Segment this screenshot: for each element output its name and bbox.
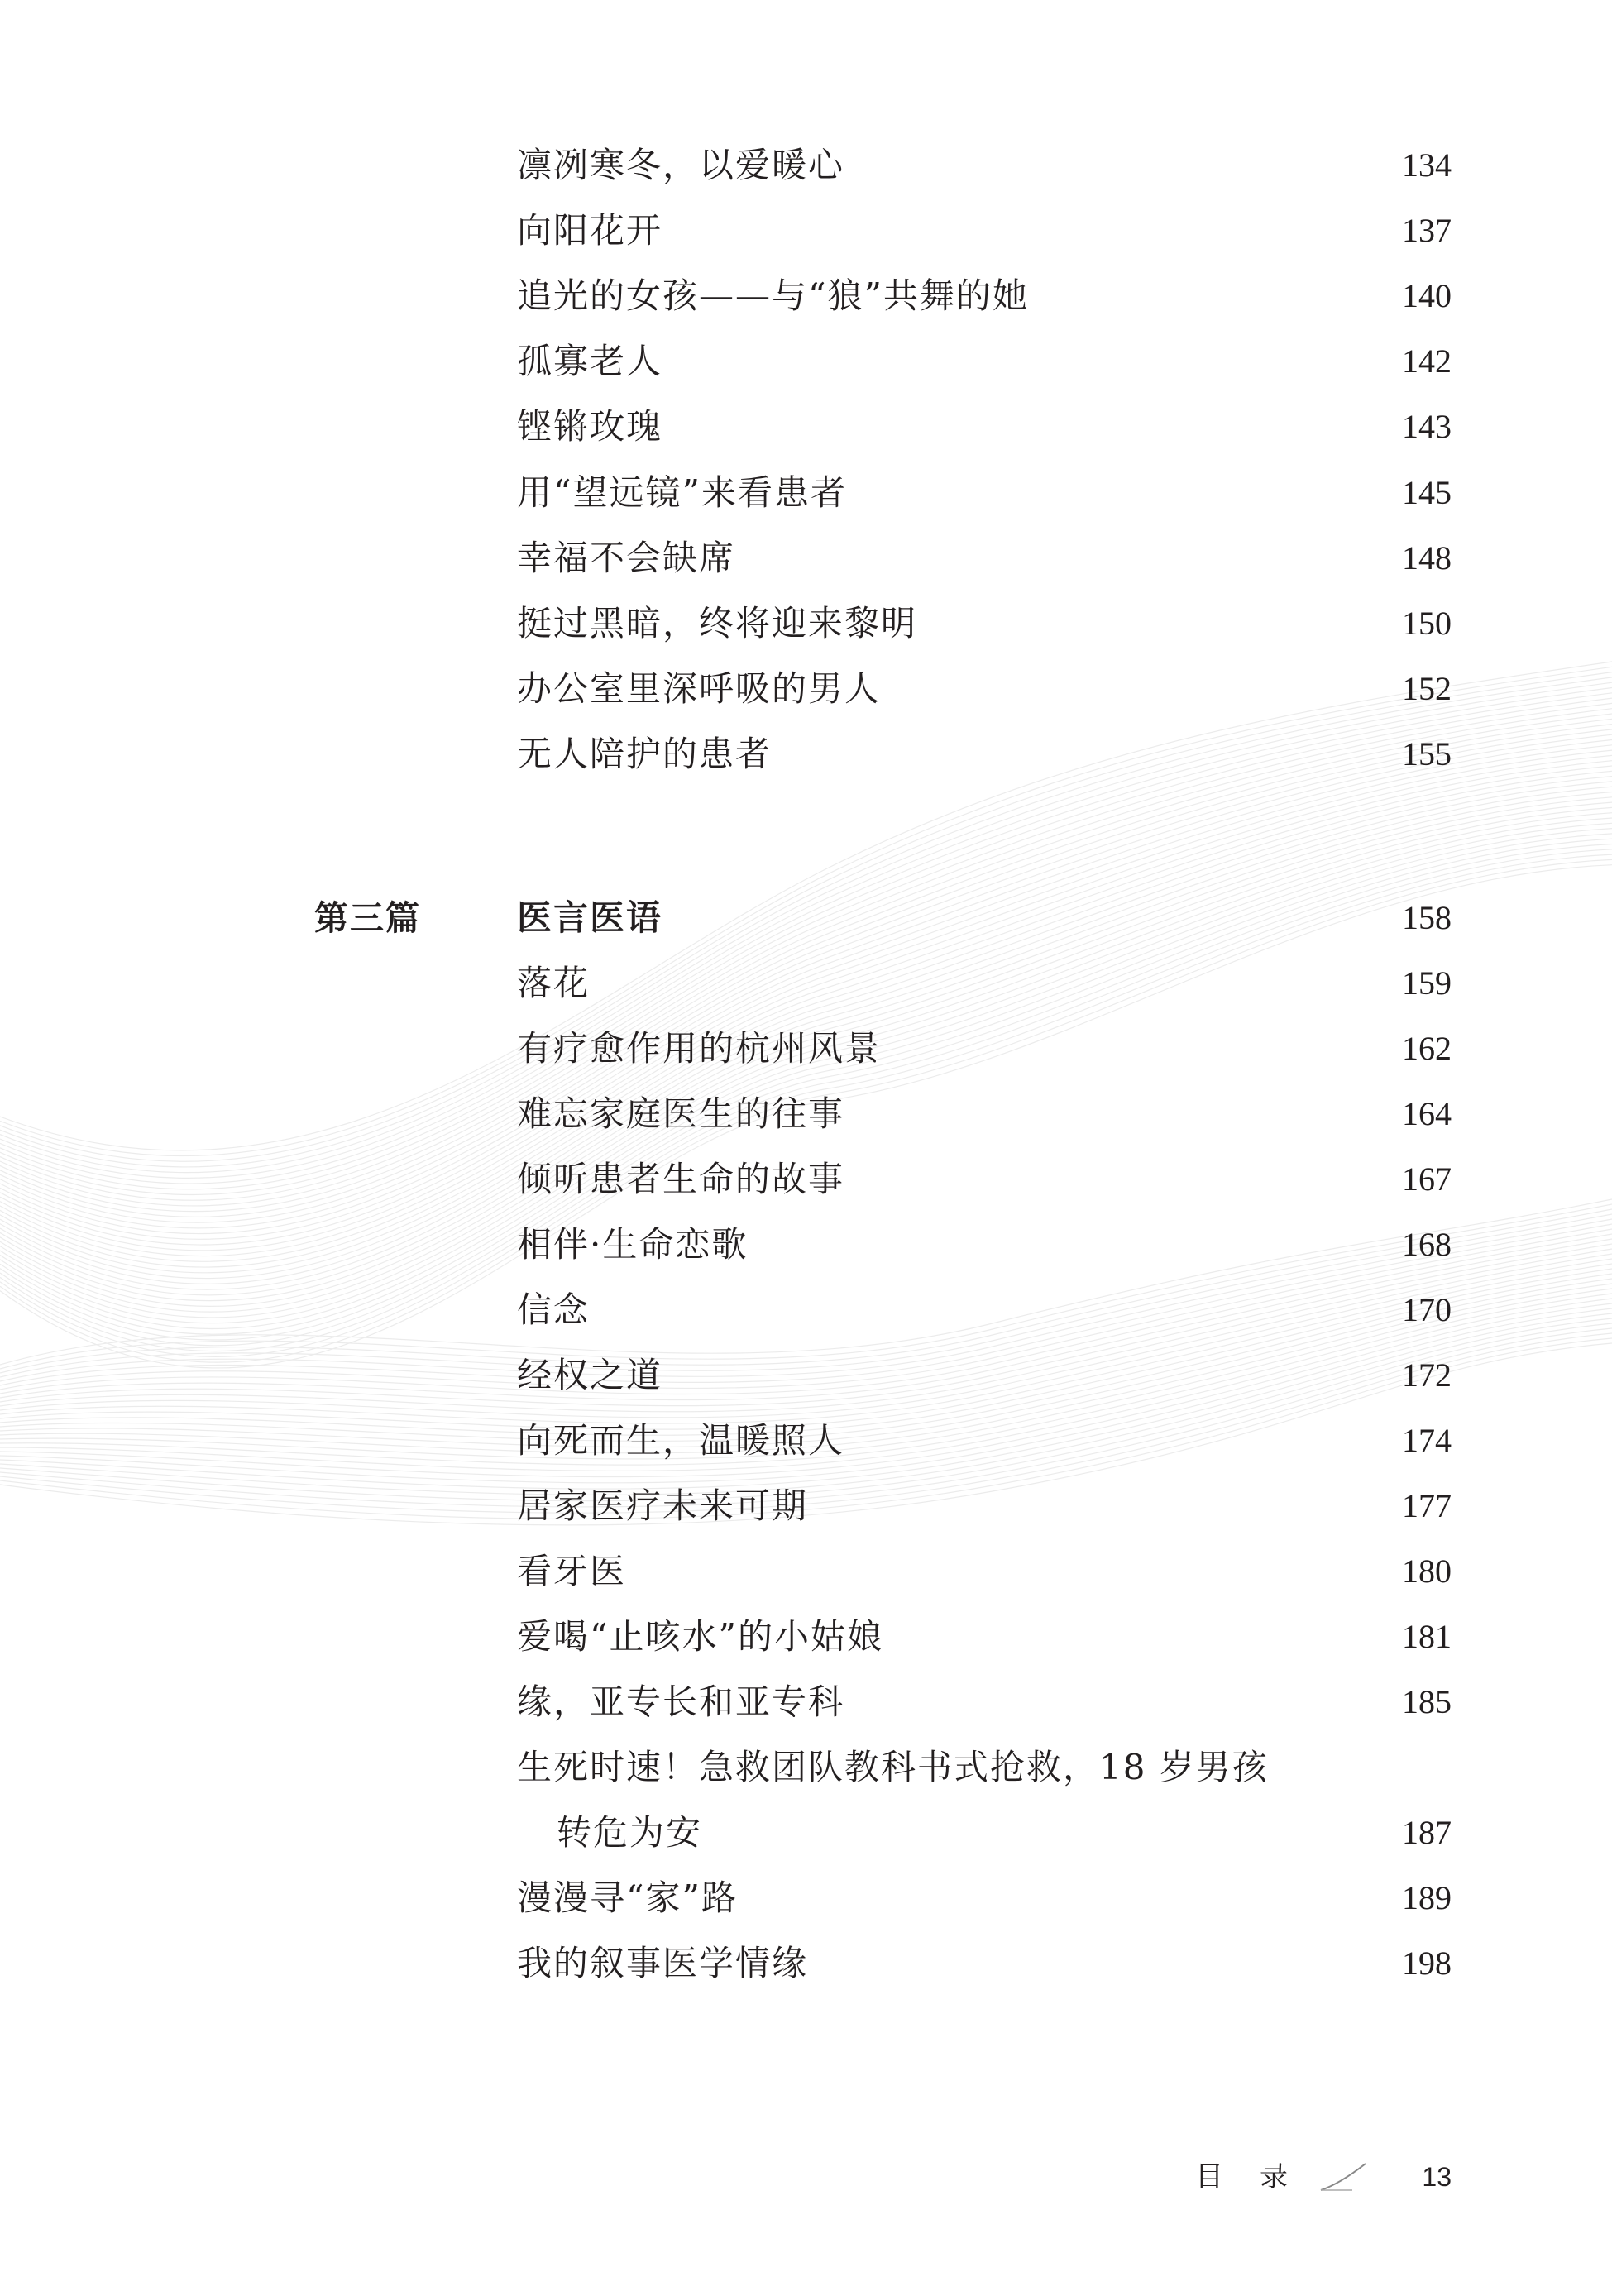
toc-entry[interactable] xyxy=(517,394,1452,460)
toc-entry-title: 居家医疗未来可期 xyxy=(517,1485,809,1526)
toc-entry-page: 174 xyxy=(1402,1422,1452,1459)
toc-entry-page: 159 xyxy=(1402,964,1452,1002)
toc-entry-page: 187 xyxy=(1402,1814,1452,1851)
toc-entry[interactable] xyxy=(517,1146,1452,1213)
toc-entry-page: 152 xyxy=(1402,670,1452,707)
toc-entry[interactable] xyxy=(517,460,1452,526)
toc-entry-title: 孤寡老人 xyxy=(517,341,663,381)
toc-entry[interactable] xyxy=(517,950,1452,1016)
toc-entry-title: 无人陪护的患者 xyxy=(517,734,773,774)
toc-entry-page: 198 xyxy=(1402,1944,1452,1982)
toc-entry[interactable] xyxy=(517,1408,1452,1474)
toc-entry[interactable] xyxy=(517,1930,1452,1997)
toc-entry-page: 137 xyxy=(1402,212,1452,249)
toc-entry-page: 168 xyxy=(1402,1226,1452,1263)
toc-entry-page: 164 xyxy=(1402,1095,1452,1132)
toc-entry[interactable] xyxy=(517,591,1452,657)
toc-entry[interactable] xyxy=(517,721,1452,787)
toc-entry[interactable] xyxy=(517,1538,1452,1605)
toc-entry-title: 相伴·生命恋歌 xyxy=(517,1224,749,1265)
toc-entry-page: 140 xyxy=(1402,277,1452,314)
toc-entry-title: 铿锵玫瑰 xyxy=(517,406,663,447)
toc-entry-title: 难忘家庭医生的往事 xyxy=(517,1093,845,1134)
toc-entry[interactable] xyxy=(517,656,1452,722)
toc-entry-title: 信念 xyxy=(517,1289,591,1330)
toc-entry-title: 向死而生，温暖照人 xyxy=(517,1420,845,1461)
toc-entry-page: 180 xyxy=(1402,1552,1452,1590)
part-label: 第三篇 xyxy=(314,898,421,938)
toc-entry-page: 185 xyxy=(1402,1683,1452,1720)
toc-entry[interactable] xyxy=(517,1081,1452,1147)
toc-entry-page: 167 xyxy=(1402,1160,1452,1198)
toc-entry[interactable] xyxy=(517,1604,1452,1670)
toc-entry-title: 向阳花开 xyxy=(517,210,663,251)
toc-entry-page: 189 xyxy=(1402,1879,1452,1916)
pen-stroke-icon xyxy=(1319,2160,1369,2193)
footer-section-label: 目录 xyxy=(1195,2160,1324,2193)
toc-entry-title: 生死时速！急救团队教科书式抢救，18 岁男孩 xyxy=(517,1747,1269,1787)
toc-entry-title: 追光的女孩——与“狼”共舞的她 xyxy=(517,275,1029,316)
toc-entry-page: 145 xyxy=(1402,474,1452,511)
toc-entry-page: 162 xyxy=(1402,1030,1452,1067)
toc-entry[interactable] xyxy=(517,1277,1452,1343)
toc-entry-page: 172 xyxy=(1402,1356,1452,1394)
toc-entry[interactable] xyxy=(517,525,1452,591)
toc-entry-title: 倾听患者生命的故事 xyxy=(517,1159,845,1199)
toc-entry-title-continued: 转危为安 xyxy=(557,1812,703,1853)
toc-entry-title: 爱喝“止咳水”的小姑娘 xyxy=(517,1616,883,1657)
toc-entry-page: 143 xyxy=(1402,408,1452,445)
toc-entry-page: 142 xyxy=(1402,342,1452,380)
part-page: 158 xyxy=(1402,899,1452,936)
toc-entry-title: 幸福不会缺席 xyxy=(517,538,736,578)
toc-entry[interactable] xyxy=(517,132,1452,199)
toc-entry-page: 155 xyxy=(1402,735,1452,773)
toc-entry-title: 有疗愈作用的杭州风景 xyxy=(517,1028,882,1069)
toc-entry-title: 凛冽寒冬，以爱暖心 xyxy=(517,145,845,185)
toc-entry-title: 落花 xyxy=(517,963,591,1003)
toc-entry[interactable] xyxy=(517,263,1452,329)
toc-entry[interactable] xyxy=(517,1212,1452,1278)
toc-entry-long-line1[interactable] xyxy=(517,1734,1452,1801)
toc-entry-title: 办公室里深呼吸的男人 xyxy=(517,668,882,709)
toc-entry-title: 我的叙事医学情缘 xyxy=(517,1943,809,1983)
toc-entry[interactable] xyxy=(517,1865,1452,1931)
toc-entry[interactable] xyxy=(517,328,1452,395)
toc-entry[interactable] xyxy=(517,1016,1452,1082)
toc-entry-title: 缘，亚专长和亚专科 xyxy=(517,1681,845,1722)
toc-entry-page: 181 xyxy=(1402,1618,1452,1655)
toc-entry-title: 漫漫寻“家”路 xyxy=(517,1877,738,1918)
toc-entry-page: 170 xyxy=(1402,1291,1452,1328)
toc-part-entry[interactable] xyxy=(517,885,1452,951)
toc-entry[interactable] xyxy=(517,1473,1452,1539)
toc-entry-page: 177 xyxy=(1402,1487,1452,1524)
toc-entry[interactable] xyxy=(517,1669,1452,1735)
toc-entry-title: 经权之道 xyxy=(517,1355,663,1395)
toc-entry-long-line2[interactable] xyxy=(517,1800,1452,1866)
toc-entry-page: 148 xyxy=(1402,539,1452,576)
toc-entry-page: 150 xyxy=(1402,605,1452,642)
toc-entry[interactable] xyxy=(517,1342,1452,1409)
toc-entry-title: 用“望远镜”来看患者 xyxy=(517,472,847,513)
toc-entry-title: 挺过黑暗，终将迎来黎明 xyxy=(517,603,918,643)
part-title: 医言医语 xyxy=(517,897,663,938)
toc-entry[interactable] xyxy=(517,198,1452,264)
footer-page-number: 13 xyxy=(1422,2162,1452,2192)
toc-entry-title: 看牙医 xyxy=(517,1551,627,1591)
toc-entry-page: 134 xyxy=(1402,146,1452,184)
